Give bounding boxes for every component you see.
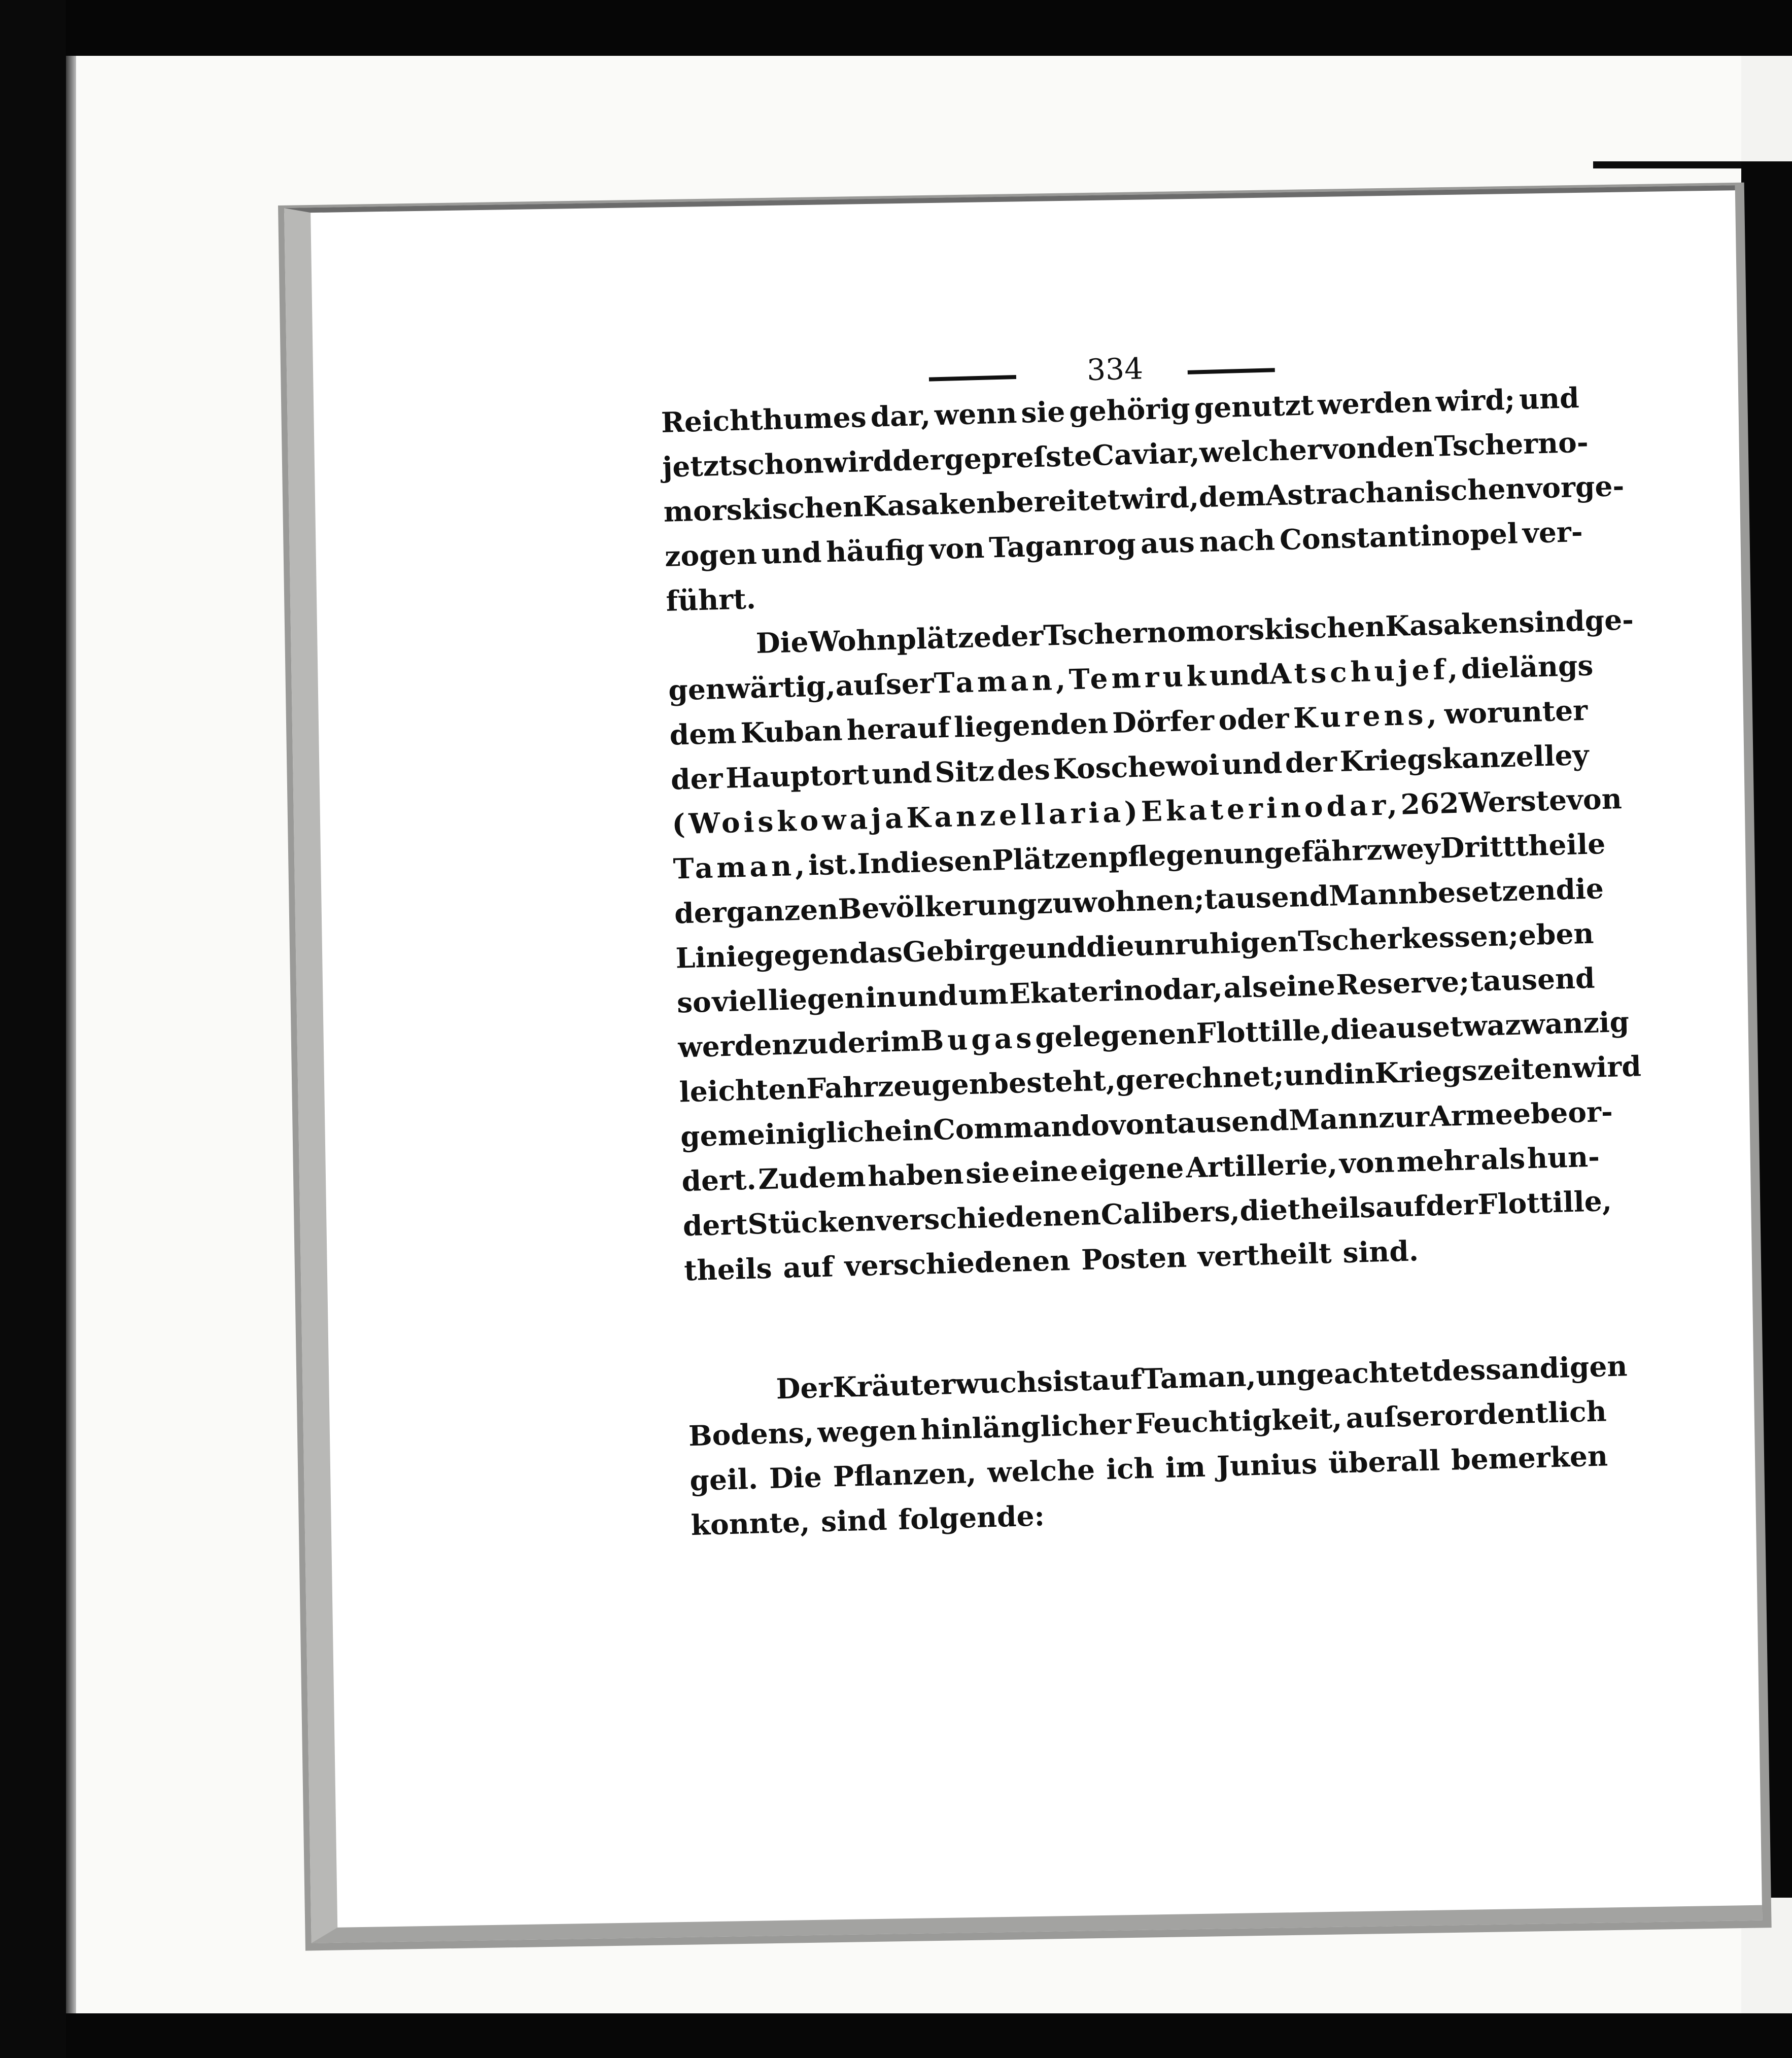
word: wenn [934, 396, 1018, 432]
word: Kräuterwuchs [832, 1364, 1053, 1404]
word: und [1025, 930, 1087, 965]
word: Reichthumes [661, 400, 867, 439]
word: sind [1518, 604, 1586, 639]
word: Fahrzeugen [806, 1067, 990, 1105]
word: dert. [681, 1162, 757, 1198]
word: zwey [1366, 831, 1441, 867]
word: und [1221, 746, 1283, 781]
word: Kriegszeiten [1374, 1051, 1573, 1090]
word: Junius [1216, 1447, 1318, 1483]
word: oder [1218, 701, 1290, 737]
word: dert [682, 1207, 748, 1243]
word: des [1432, 1353, 1486, 1388]
word: Commando [933, 1108, 1110, 1146]
scanner-frame-left [0, 0, 66, 2058]
word: 262 [1400, 786, 1460, 821]
word: Temruk [1069, 659, 1210, 696]
word: Pflanzen, [833, 1456, 977, 1493]
word: Bevölkerung [838, 887, 1038, 925]
word: herauf [846, 710, 950, 747]
word: sandigen [1485, 1349, 1628, 1386]
word: Armee [1429, 1097, 1531, 1133]
word: Kriegskanzelley [1339, 738, 1590, 778]
word: liegenden [953, 706, 1109, 744]
word: worunter [1443, 693, 1588, 731]
word: In [856, 846, 891, 880]
word: welcher [1199, 432, 1322, 469]
word: in [865, 980, 897, 1014]
word: jetzt [662, 449, 733, 484]
header-rule-left [929, 375, 1016, 382]
word: Kanzellaria) [906, 795, 1142, 835]
word: Plätzen [991, 840, 1109, 877]
word: bereitet [996, 483, 1121, 520]
word: Atschujef, [1269, 652, 1462, 691]
word: Gebirge [902, 932, 1027, 969]
word: Flottille, [1196, 1013, 1331, 1050]
word: zu [791, 1026, 829, 1061]
word: von [1321, 431, 1377, 466]
word: sie [965, 1155, 1010, 1190]
word: besteht, [988, 1064, 1116, 1100]
word: ungefähr [1223, 833, 1367, 871]
word: hinlänglicher [920, 1407, 1132, 1446]
word: genwärtig, [668, 669, 836, 707]
word: liegen [768, 981, 866, 1017]
word: eine [1011, 1154, 1079, 1189]
word: Feuchtigkeit, [1134, 1401, 1342, 1440]
word: der [1284, 745, 1337, 779]
word: die [1239, 1193, 1288, 1227]
word: Reserve; [1335, 965, 1470, 1002]
word: eben [1518, 916, 1595, 952]
word: ist. [808, 847, 858, 882]
word: pflegen [1108, 837, 1224, 874]
word: konnte, [691, 1505, 811, 1542]
word: welche [987, 1453, 1095, 1489]
word: Hauptort [725, 758, 870, 795]
word: (Woiskowaja [671, 801, 907, 841]
word: auſser [835, 666, 935, 702]
word: ich [1106, 1451, 1155, 1486]
word: genutzt [1193, 388, 1314, 425]
word: folgende: [898, 1499, 1045, 1536]
word: auf [1091, 1362, 1143, 1397]
word: Kuban [740, 713, 843, 749]
word: Die [755, 625, 809, 660]
page-number: 334 [1086, 351, 1144, 388]
word: vertheilt [1197, 1236, 1332, 1273]
word: hun- [1527, 1140, 1600, 1175]
word: zogen [664, 537, 757, 573]
word: nach [1198, 523, 1276, 559]
word: der [892, 442, 945, 477]
word: theils [683, 1251, 773, 1287]
word: ganzen [726, 892, 839, 929]
word: gemeiniglich [680, 1114, 885, 1153]
word: werden [1317, 385, 1432, 421]
word: Linie [675, 939, 755, 975]
word: im [1164, 1450, 1206, 1484]
word: schon [731, 446, 824, 482]
word: und [1209, 657, 1270, 692]
word: geil. [689, 1462, 759, 1497]
word: Kasaken [1385, 606, 1520, 643]
word: häufig [825, 533, 925, 569]
word: dem [669, 716, 737, 751]
word: von [1109, 1107, 1165, 1142]
word: der [670, 761, 723, 796]
word: dem [1198, 478, 1266, 514]
word: und [871, 756, 933, 791]
header-rule-right [1188, 368, 1275, 374]
word: die [1330, 1012, 1379, 1046]
word: wird; [1435, 383, 1515, 418]
word: Taman, [933, 663, 1070, 700]
word: Bodens, [688, 1416, 814, 1453]
word: Stücken [747, 1204, 876, 1241]
word: ungeachtet [1255, 1354, 1433, 1392]
word: tausend [1164, 1104, 1290, 1140]
word: die [1086, 929, 1135, 964]
word: zu [1036, 886, 1074, 920]
word: Taman, [1142, 1359, 1257, 1395]
word: tausend [1470, 961, 1596, 998]
word: so [676, 985, 712, 1019]
word: der [674, 895, 727, 930]
word: sind [820, 1503, 888, 1538]
word: die [1461, 650, 1510, 685]
word: Tschernomorskischen [1043, 609, 1386, 652]
word: wird, [1120, 481, 1199, 516]
word: Flottille, [1477, 1184, 1612, 1221]
word: eine [1268, 968, 1336, 1003]
word: den [1376, 429, 1435, 464]
word: mehr [1396, 1143, 1479, 1179]
word: bemerken [1451, 1439, 1608, 1477]
word: Kurens, [1293, 697, 1441, 735]
scanner-frame-bottom [0, 2013, 1792, 2058]
word: Caviar, [1091, 436, 1200, 472]
word: Werste [1458, 783, 1567, 819]
word: eigene [1080, 1151, 1185, 1187]
word: Ekaterinodar, [1009, 971, 1223, 1010]
word: Mann [1288, 1101, 1379, 1137]
word: sind. [1342, 1234, 1419, 1270]
word: Tscherkessen; [1297, 918, 1519, 958]
word: und [1283, 1057, 1345, 1092]
word: zwanzig [1504, 1005, 1630, 1042]
scanner-frame-left-edge [66, 56, 76, 2013]
word: gelegenen [1035, 1016, 1197, 1054]
word: Der [775, 1370, 834, 1405]
word: gepreſste [944, 439, 1093, 476]
word: ein [884, 1113, 934, 1148]
word: um [958, 977, 1009, 1012]
word: Astrachanischen [1265, 471, 1527, 512]
text-block [660, 339, 1642, 1553]
word: und [897, 978, 958, 1013]
word: Koschewoi [1052, 748, 1220, 786]
word: Calibers, [1100, 1194, 1240, 1231]
word: im [879, 1024, 921, 1058]
word: verschiedenen [875, 1198, 1101, 1238]
word: Dörfer [1112, 703, 1215, 740]
word: Sitz [934, 754, 995, 789]
word: von [1566, 782, 1623, 816]
word: Artillerie, [1185, 1147, 1338, 1184]
word: wohnen; [1072, 882, 1205, 919]
word: besetzen [1418, 873, 1557, 910]
word: haben [867, 1157, 964, 1193]
word: Tscherno- [1433, 425, 1589, 463]
word: von [928, 531, 985, 566]
word: auſserordentlich [1345, 1394, 1607, 1435]
word: Taganrog [988, 527, 1136, 564]
scanner-frame-top [0, 0, 1792, 56]
word: Dritttheile [1439, 827, 1606, 865]
word: der [1425, 1187, 1478, 1222]
word: in [1343, 1056, 1375, 1091]
word: werden [677, 1027, 792, 1064]
word: viel [711, 983, 768, 1018]
word: führt. [665, 582, 756, 618]
word: wegen [817, 1413, 918, 1449]
word: ver- [1522, 514, 1583, 550]
word: auf [782, 1250, 834, 1285]
word: unruhigen [1133, 924, 1299, 963]
word: Wohnplätze [808, 620, 992, 659]
word: ge- [1584, 603, 1634, 637]
word: dar, [870, 398, 931, 433]
word: auf [1375, 1189, 1427, 1224]
word: tausend [1203, 879, 1329, 916]
word: verschiedenen [844, 1243, 1071, 1283]
word: ist [1052, 1363, 1092, 1398]
word: Mann [1328, 876, 1419, 912]
word: etwa [1432, 1008, 1506, 1044]
word: als [1480, 1142, 1526, 1176]
word: wird [1572, 1049, 1642, 1084]
word: gehörig [1069, 391, 1191, 428]
word: der [991, 619, 1044, 654]
word: und [1519, 381, 1580, 416]
word: Constantinopel [1279, 517, 1519, 557]
word: leichten [678, 1072, 807, 1109]
word: und [761, 535, 822, 570]
word: des [996, 752, 1051, 787]
word: beor- [1530, 1094, 1613, 1130]
word: morskischen [663, 490, 864, 528]
word: aus [1377, 1010, 1433, 1045]
word: längs [1508, 648, 1594, 684]
word: die [1555, 872, 1604, 906]
word: gerechnet; [1115, 1059, 1285, 1097]
word: vorge- [1525, 469, 1625, 505]
word: diesen [890, 843, 993, 880]
word: zur [1378, 1100, 1430, 1135]
word: sie [1020, 395, 1066, 429]
word: von [1338, 1145, 1395, 1180]
word: das [849, 935, 903, 970]
word: Zudem [757, 1159, 867, 1196]
word: theils [1287, 1190, 1376, 1226]
word: Ekaterinodar, [1141, 787, 1401, 828]
word: Kasaken [863, 486, 997, 523]
word: Die [769, 1460, 822, 1495]
word: gegen [754, 937, 850, 973]
word: als [1223, 970, 1268, 1005]
word: wird [823, 444, 893, 479]
word: der [828, 1025, 881, 1060]
word: Bugas [919, 1021, 1036, 1057]
word: überall [1328, 1444, 1440, 1480]
word: Taman, [673, 848, 809, 885]
word: Posten [1081, 1240, 1187, 1277]
word: aus [1140, 525, 1195, 560]
